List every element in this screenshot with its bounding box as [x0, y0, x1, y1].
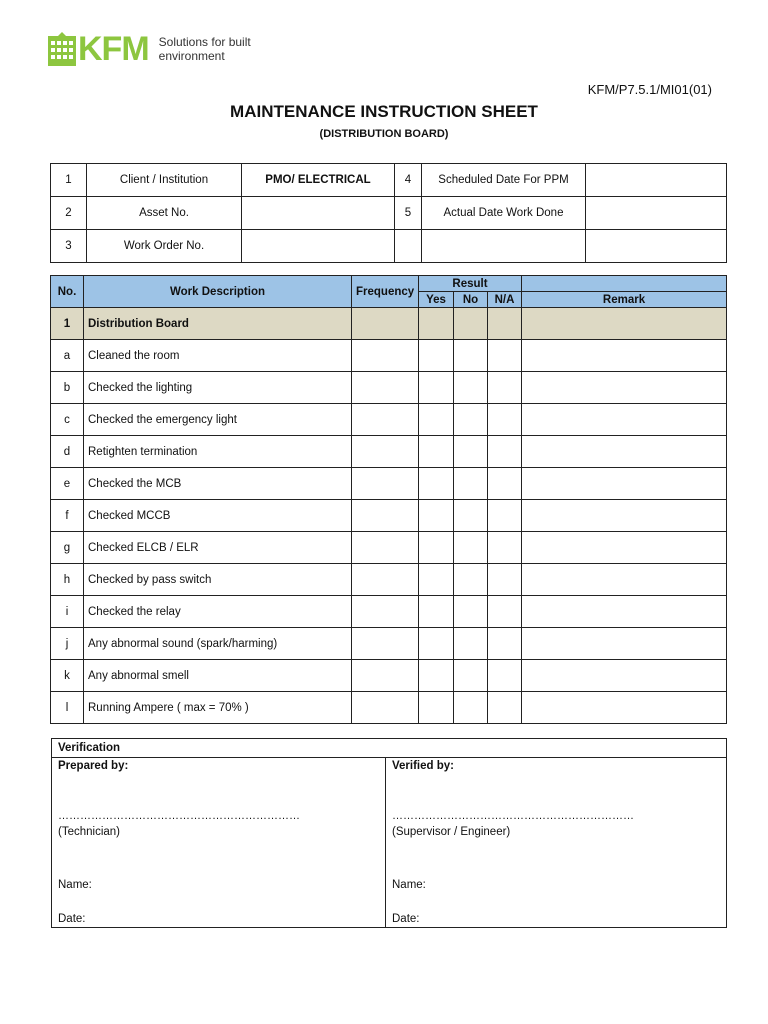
- item-no: i: [51, 596, 84, 628]
- work-order-field[interactable]: [242, 230, 395, 263]
- remark-cell[interactable]: [522, 660, 727, 692]
- work-item-row: [51, 500, 727, 532]
- item-no: e: [51, 468, 84, 500]
- result-no-cell[interactable]: [454, 596, 488, 628]
- remark-cell[interactable]: [522, 468, 727, 500]
- info-label: Client / Institution: [87, 164, 242, 197]
- remark-cell[interactable]: [522, 404, 727, 436]
- header-na: N/A: [488, 292, 522, 308]
- work-item-row: [51, 372, 727, 404]
- client-value[interactable]: PMO/ ELECTRICAL: [242, 164, 395, 197]
- result-yes-cell[interactable]: [419, 340, 454, 372]
- frequency-cell[interactable]: [352, 692, 419, 724]
- verified-by-column: [386, 758, 726, 927]
- result-no-cell[interactable]: [454, 660, 488, 692]
- result-na-cell[interactable]: [488, 468, 522, 500]
- verified-by-label: Verified by:: [392, 760, 454, 772]
- frequency-cell[interactable]: [352, 564, 419, 596]
- name-label[interactable]: Name:: [58, 879, 92, 891]
- result-yes-cell[interactable]: [419, 596, 454, 628]
- scheduled-date-field[interactable]: [586, 164, 727, 197]
- result-na-cell[interactable]: [488, 564, 522, 596]
- header-result: Result: [419, 276, 522, 292]
- verification-heading: Verification: [52, 739, 726, 758]
- result-yes-cell[interactable]: [419, 532, 454, 564]
- info-label: Actual Date Work Done: [422, 197, 586, 230]
- result-no-cell[interactable]: [454, 628, 488, 660]
- work-item-row: [51, 692, 727, 724]
- logo-wordmark: KFM: [78, 30, 149, 68]
- item-no: b: [51, 372, 84, 404]
- result-no-cell[interactable]: [454, 692, 488, 724]
- section-title: Distribution Board: [84, 308, 352, 340]
- page-subtitle: (DISTRIBUTION BOARD): [319, 128, 449, 140]
- result-no-cell[interactable]: [454, 468, 488, 500]
- work-table-header-row: [51, 276, 727, 292]
- header-no-result: No: [454, 292, 488, 308]
- result-no-cell[interactable]: [454, 436, 488, 468]
- info-empty-field[interactable]: [586, 230, 727, 263]
- item-description: Checked the relay: [84, 596, 352, 628]
- item-description: Checked the emergency light: [84, 404, 352, 436]
- item-description: Running Ampere ( max = 70% ): [84, 692, 352, 724]
- info-no: 3: [51, 230, 87, 263]
- frequency-cell[interactable]: [352, 468, 419, 500]
- actual-date-field[interactable]: [586, 197, 727, 230]
- prepared-by-column: [52, 758, 386, 927]
- remark-cell[interactable]: [522, 436, 727, 468]
- result-na-cell[interactable]: [488, 500, 522, 532]
- item-no: k: [51, 660, 84, 692]
- result-no-cell[interactable]: [454, 372, 488, 404]
- supervisor-label: (Supervisor / Engineer): [392, 826, 511, 838]
- item-description: Checked the MCB: [84, 468, 352, 500]
- result-yes-cell[interactable]: [419, 660, 454, 692]
- remark-cell[interactable]: [522, 340, 727, 372]
- item-no: f: [51, 500, 84, 532]
- result-no-cell[interactable]: [454, 564, 488, 596]
- info-label: [422, 230, 586, 263]
- header-blank: [522, 276, 727, 292]
- technician-label: (Technician): [58, 826, 120, 838]
- remark-cell[interactable]: [522, 564, 727, 596]
- work-item-row: [51, 436, 727, 468]
- item-no: d: [51, 436, 84, 468]
- info-label: Work Order No.: [87, 230, 242, 263]
- header-frequency: Frequency: [352, 276, 419, 308]
- section-no: 1: [51, 308, 84, 340]
- result-na-cell[interactable]: [488, 532, 522, 564]
- header-yes: Yes: [419, 292, 454, 308]
- logo-tagline: Solutions for built environment: [158, 35, 251, 63]
- result-na-cell[interactable]: [488, 436, 522, 468]
- item-description: Checked by pass switch: [84, 564, 352, 596]
- result-na-cell[interactable]: [488, 692, 522, 724]
- asset-no-field[interactable]: [242, 197, 395, 230]
- frequency-cell[interactable]: [352, 660, 419, 692]
- work-item-row: [51, 404, 727, 436]
- result-na-cell[interactable]: [488, 660, 522, 692]
- work-item-row: [51, 660, 727, 692]
- item-description: Checked the lighting: [84, 372, 352, 404]
- work-item-row: [51, 596, 727, 628]
- section-row: [51, 308, 727, 340]
- item-no: g: [51, 532, 84, 564]
- item-description: Any abnormal smell: [84, 660, 352, 692]
- info-no: 4: [395, 164, 422, 197]
- prepared-by-label: Prepared by:: [58, 760, 129, 772]
- info-row: [51, 197, 727, 230]
- info-no: 2: [51, 197, 87, 230]
- result-no-cell[interactable]: [454, 500, 488, 532]
- signature-line[interactable]: …………………………………………………………: [58, 810, 300, 822]
- item-description: Checked MCCB: [84, 500, 352, 532]
- frequency-cell[interactable]: [352, 596, 419, 628]
- company-logo: [48, 32, 251, 66]
- remark-cell[interactable]: [522, 372, 727, 404]
- item-description: Any abnormal sound (spark/harming): [84, 628, 352, 660]
- item-description: Checked ELCB / ELR: [84, 532, 352, 564]
- info-row: [51, 230, 727, 263]
- header-description: Work Description: [84, 276, 352, 308]
- date-label[interactable]: Date:: [392, 913, 420, 925]
- info-row: [51, 164, 727, 197]
- frequency-cell[interactable]: [352, 404, 419, 436]
- result-yes-cell[interactable]: [419, 692, 454, 724]
- result-na-cell[interactable]: [488, 628, 522, 660]
- result-na-cell[interactable]: [488, 340, 522, 372]
- info-no: 1: [51, 164, 87, 197]
- result-no-cell[interactable]: [454, 532, 488, 564]
- item-description: Retighten termination: [84, 436, 352, 468]
- item-no: c: [51, 404, 84, 436]
- verification-box: [51, 738, 727, 928]
- remark-cell[interactable]: [522, 628, 727, 660]
- date-label[interactable]: Date:: [58, 913, 86, 925]
- result-yes-cell[interactable]: [419, 468, 454, 500]
- result-na-cell[interactable]: [488, 372, 522, 404]
- remark-cell[interactable]: [522, 596, 727, 628]
- work-item-row: [51, 468, 727, 500]
- remark-cell[interactable]: [522, 692, 727, 724]
- frequency-cell[interactable]: [352, 532, 419, 564]
- result-yes-cell[interactable]: [419, 372, 454, 404]
- info-label: Scheduled Date For PPM: [422, 164, 586, 197]
- frequency-cell[interactable]: [352, 500, 419, 532]
- header-remark: Remark: [522, 292, 727, 308]
- result-yes-cell[interactable]: [419, 628, 454, 660]
- header-no: No.: [51, 276, 84, 308]
- work-item-row: [51, 628, 727, 660]
- frequency-cell[interactable]: [352, 372, 419, 404]
- remark-cell[interactable]: [522, 532, 727, 564]
- result-no-cell[interactable]: [454, 340, 488, 372]
- work-item-row: [51, 564, 727, 596]
- info-no: 5: [395, 197, 422, 230]
- result-no-cell[interactable]: [454, 404, 488, 436]
- work-table: [50, 275, 727, 724]
- result-yes-cell[interactable]: [419, 564, 454, 596]
- remark-cell[interactable]: [522, 500, 727, 532]
- result-na-cell[interactable]: [488, 404, 522, 436]
- item-no: a: [51, 340, 84, 372]
- result-yes-cell[interactable]: [419, 436, 454, 468]
- work-item-row: [51, 532, 727, 564]
- info-table: [50, 163, 727, 263]
- frequency-cell[interactable]: [352, 628, 419, 660]
- frequency-cell[interactable]: [352, 340, 419, 372]
- document-reference: KFM/P7.5.1/MI01(01): [587, 82, 712, 97]
- item-description: Cleaned the room: [84, 340, 352, 372]
- frequency-cell[interactable]: [352, 436, 419, 468]
- item-no: j: [51, 628, 84, 660]
- kfm-logo-icon: [48, 32, 76, 66]
- result-yes-cell[interactable]: [419, 500, 454, 532]
- page-title: MAINTENANCE INSTRUCTION SHEET: [230, 102, 538, 121]
- info-label: Asset No.: [87, 197, 242, 230]
- result-yes-cell[interactable]: [419, 404, 454, 436]
- info-no: [395, 230, 422, 263]
- result-na-cell[interactable]: [488, 596, 522, 628]
- work-item-row: [51, 340, 727, 372]
- name-label[interactable]: Name:: [392, 879, 426, 891]
- item-no: h: [51, 564, 84, 596]
- item-no: l: [51, 692, 84, 724]
- signature-line[interactable]: …………………………………………………………: [392, 810, 634, 822]
